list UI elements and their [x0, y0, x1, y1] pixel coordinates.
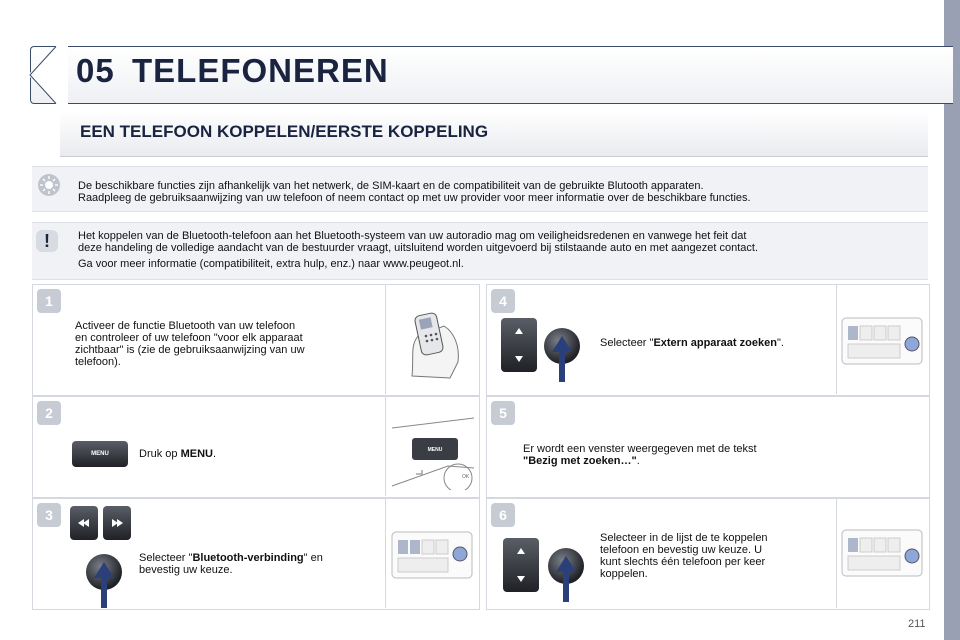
radio-panel-illustration — [840, 526, 924, 580]
chapter-number: 05 — [76, 52, 115, 89]
step-1-text — [75, 320, 305, 368]
step-6-line: koppelen. — [600, 568, 648, 580]
step-1-divider — [385, 285, 386, 394]
radio-panel-illustration — [840, 314, 924, 368]
page-number: 211 — [908, 618, 926, 630]
warning-note-line-1: Het koppelen van de Bluetooth-telefoon aan het Bluetooth-systeem van uw autoradio mag om veiligheidsredenen en vanwege het feit dat — [78, 230, 747, 242]
step-1-line: zichtbaar" is (zie de gebruiksaanwijzing van uw — [75, 344, 305, 356]
step-1-line: Activeer de functie Bluetooth van uw telefoon — [75, 320, 296, 332]
arrow-up-icon — [554, 556, 578, 602]
step-6-text — [600, 532, 768, 580]
step-5-number: 5 — [491, 401, 515, 425]
svg-text:MENU: MENU — [427, 447, 443, 453]
step-5-line-1: Er wordt een venster weergegeven met de tekst — [523, 443, 757, 455]
exclamation-icon: ! — [36, 230, 58, 252]
radio-panel-illustration — [390, 528, 474, 582]
step-4-number: 4 — [491, 289, 515, 313]
menu-button-image: MENU — [72, 441, 128, 467]
step-6-line: kunt slechts één telefoon per keer — [600, 556, 766, 568]
step-6-divider — [836, 499, 837, 608]
info-note-line-2: Raadpleeg de gebruiksaanwijzing van uw telefoon of neem contact op met uw provider voor meer informatie over de beschikbare functies. — [78, 192, 751, 204]
section-title: EEN TELEFOON KOPPELEN/EERSTE KOPPELING — [80, 122, 489, 141]
chapter-title: TELEFONEREN — [132, 52, 389, 89]
step-1-line: telefoon). — [75, 356, 121, 368]
step-2-number: 2 — [37, 401, 61, 425]
arrow-up-icon — [92, 562, 116, 608]
step-3-divider — [385, 499, 386, 608]
phone-in-hand-icon — [404, 306, 464, 380]
fast-forward-button-image — [103, 506, 131, 540]
step-5-text: Er wordt een venster weergegeven met de tekst "Bezig met zoeken…". — [523, 443, 757, 467]
step-4-text: Selecteer "Extern apparaat zoeken". — [600, 337, 784, 349]
step-6-line: telefoon en bevestig uw keuze. U — [600, 544, 763, 556]
step-2-text: Druk op MENU. — [139, 448, 217, 460]
step-2-divider — [385, 397, 386, 496]
step-3-number: 3 — [37, 503, 61, 527]
info-note-line-1: De beschikbare functies zijn afhankelijk van het netwerk, de SIM-kaart en de compatibiliteit van de gebruikte Blutooth apparaten. — [78, 180, 704, 192]
step-3-line-2: bevestig uw keuze. — [139, 564, 233, 576]
up-down-button-image — [503, 538, 539, 592]
up-down-button-image — [501, 318, 537, 372]
header-corner — [28, 46, 68, 104]
radio-menu-panel-illustration — [388, 416, 476, 490]
warning-note-line-3: Ga voor meer informatie (compatibiliteit, extra hulp, enz.) naar www.peugeot.nl. — [78, 258, 464, 270]
step-3-text: Selecteer "Bluetooth-verbinding" en bevestig uw keuze. — [139, 552, 323, 576]
light-bulb-icon — [38, 174, 60, 196]
step-4-divider — [836, 285, 837, 394]
arrow-up-icon — [550, 336, 574, 382]
svg-text:OK: OK — [462, 474, 470, 480]
step-1-line: en controleer of uw telefoon "voor elk apparaat — [75, 332, 303, 344]
step-6-line: Selecteer in de lijst de te koppelen — [600, 532, 768, 544]
warning-note-line-2: deze handeling de volledige aandacht van de bestuurder vraagt, uitsluitend worden uitgevoerd bij stilstaande auto en met aangezet contact. — [78, 242, 759, 254]
step-1-number: 1 — [37, 289, 61, 313]
step-6-number: 6 — [491, 503, 515, 527]
rewind-button-image — [70, 506, 98, 540]
